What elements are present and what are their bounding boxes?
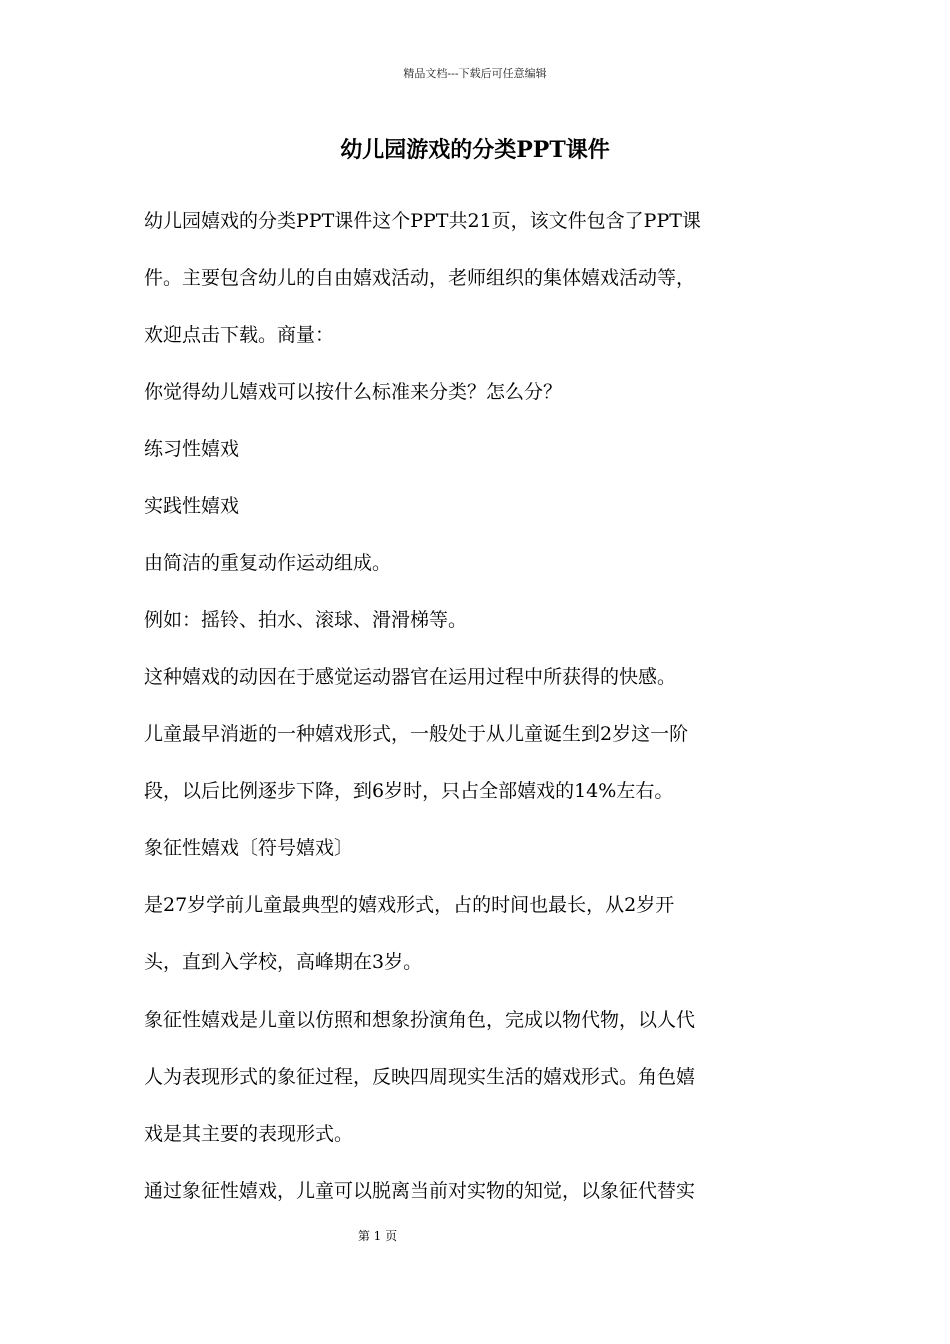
body-line: 这种嬉戏的动因在于感觉运动器官在运用过程中所获得的快感。	[144, 666, 677, 688]
body-line: 实践性嬉戏	[144, 495, 240, 517]
body-line: 是27岁学前儿童最典型的嬉戏形式，占的时间也最长，从2岁开	[144, 894, 675, 916]
body-line: 儿童最早消逝的一种嬉戏形式，一般处于从儿童诞生到2岁这一阶	[144, 723, 689, 745]
page-number: 第 1 页	[357, 1229, 398, 1243]
body-line: 象征性嬉戏〔符号嬉戏〕	[144, 837, 354, 859]
body-line: 幼儿园嬉戏的分类PPT课件这个PPT共21页，该文件包含了PPT课	[144, 210, 701, 232]
body-line: 人为表现形式的象征过程，反映四周现实生活的嬉戏形式。角色嬉	[144, 1066, 696, 1088]
page-header: 精品文档---下载后可任意编辑	[403, 67, 547, 80]
body-line: 通过象征性嬉戏，儿童可以脱离当前对实物的知觉，以象征代替实	[144, 1180, 696, 1202]
body-line: 件。主要包含幼儿的自由嬉戏活动，老师组织的集体嬉戏活动等，	[144, 267, 696, 289]
body-line: 戏是其主要的表现形式。	[144, 1123, 354, 1145]
body-line: 你觉得幼儿嬉戏可以按什么标准来分类？怎么分？	[144, 381, 563, 403]
body-line: 头，直到入学校，高峰期在3岁。	[144, 951, 423, 973]
body-line: 例如：摇铃、拍水、滚球、滑滑梯等。	[144, 609, 468, 631]
body-line: 象征性嬉戏是儿童以仿照和想象扮演角色，完成以物代物，以人代	[144, 1009, 696, 1031]
body-line: 欢迎点击下载。商量：	[144, 324, 335, 346]
body-line: 练习性嬉戏	[144, 438, 240, 460]
document-title: 幼儿园游戏的分类PPT课件	[340, 137, 610, 163]
body-line: 段，以后比例逐步下降，到6岁时，只占全部嬉戏的14%左右。	[144, 780, 674, 802]
body-line: 由简洁的重复动作运动组成。	[144, 552, 392, 574]
